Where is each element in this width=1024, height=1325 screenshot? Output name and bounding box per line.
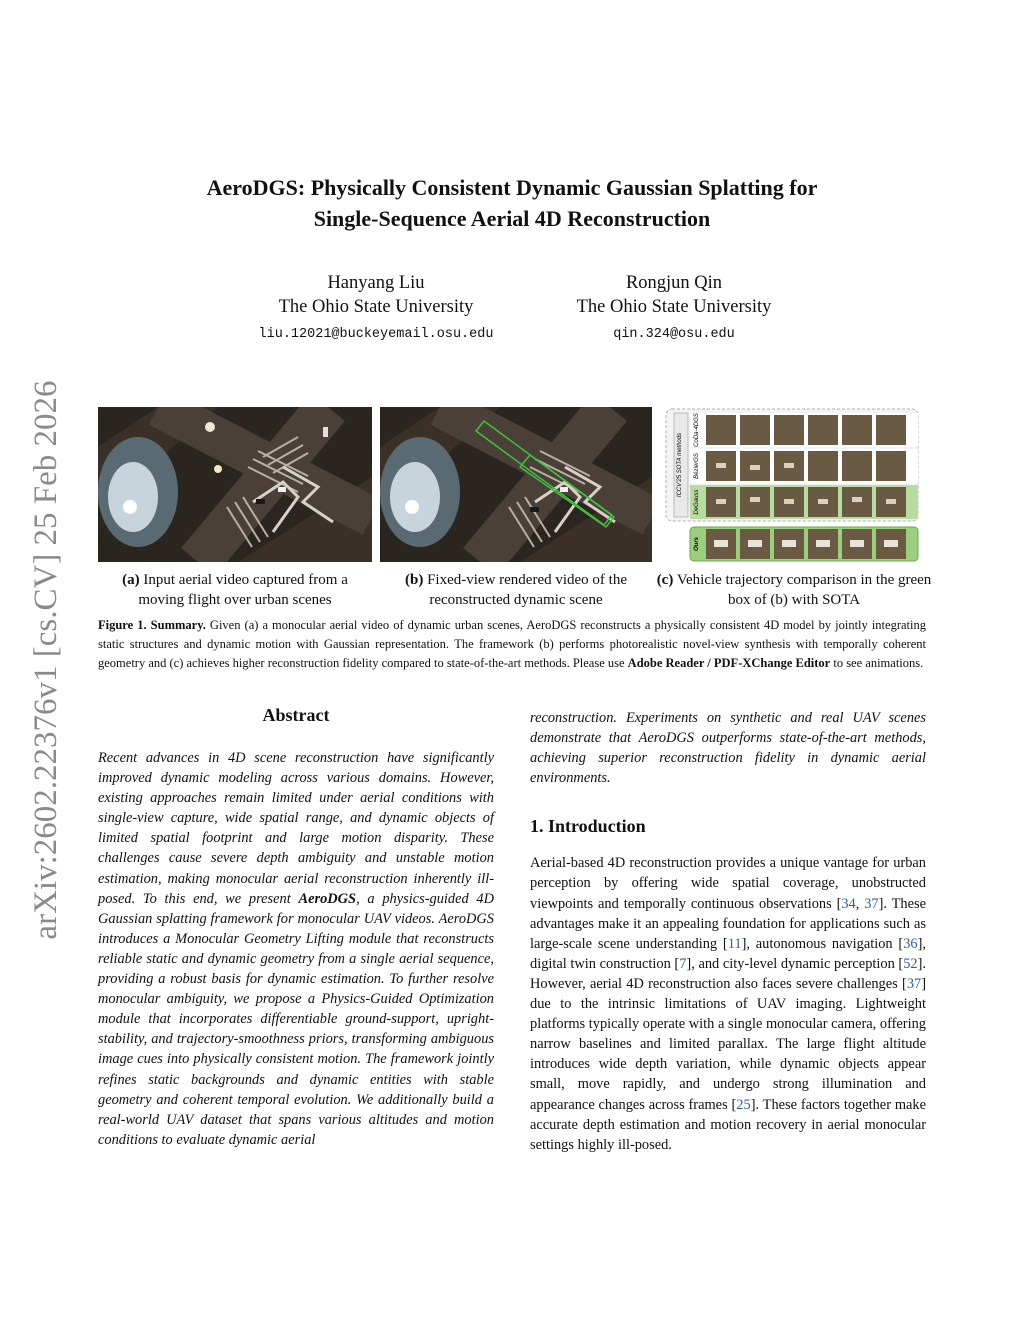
row-label: BézierGS [694,453,700,479]
figure-panel-b-image [380,407,652,562]
row-label-ours: Ours [694,536,700,552]
title-line-2: Single-Sequence Aerial 4D Reconstruction [313,206,711,231]
abstract-heading: Abstract [262,705,330,725]
figure-caption: Figure 1. Summary. Given (a) a monocular aerial video of dynamic urban scenes, AeroDGS reconstructs a physically consistent 4D model by jointly integrating static structures and dynamic motion with Gaussian representation. The framework (b) performs photorealistic novel-view synthesis with temporally coherent geometry and (c) achieves higher reconstruction fidelity compared to state-of-the-art methods. Please use Adobe Reader / PDF-XChange Editor to see animations. [98,618,926,671]
author-block-1 [216,271,536,347]
figure-panel-c-image [664,407,922,562]
figure-panel-a-image [98,407,372,562]
abstract-body: Recent advances in 4D scene reconstruction have significantly improved dynamic modeling across various domains. However, existing approaches remain limited under aerial conditions with single-view capture, wide spatial range, and dynamic objects of limited spatial footprint and large motion disparity. These challenges cause severe depth ambiguity and unstable motion estimation, making monocular aerial reconstruction inherently ill-posed. To this end, we present AeroDGS, a physics-guided 4D Gaussian splatting framework for monocular UAV videos. AeroDGS introduces a Monocular Geometry Lifting module that reconstructs reliable static and dynamic geometry from a single aerial sequence, providing a robust basis for dynamic estimation. To further resolve monocular ambiguity, we propose a Physics-Guided Optimization module that incorporates differentiable ground-support, upright-stability, and trajectory-smoothness priors, transforming ambiguous image cues into physically consistent motion. The framework jointly refines static backgrounds and dynamic entities with stable geometry and coherent temporal evolution. We additionally build a real-world UAV dataset that spans various altitudes and motion conditions to evaluate dynamic aerial [98,750,494,1148]
author-name: Hanyang Liu [327,273,425,293]
subcaption-c: (c) Vehicle trajectory comparison in the green box of (b) with SOTA [656,572,932,608]
citation-link[interactable]: 7 [679,955,687,972]
right-column [530,708,926,1155]
abstract-continuation: reconstruction. Experiments on synthetic and real UAV scenes demonstrate that AeroDGS outperforms state-of-the-art methods, achieving superior reconstruction fidelity in dynamic aerial environments. [530,710,926,787]
citation-link[interactable]: 34 [841,895,856,912]
citation-link[interactable]: 37 [906,975,922,992]
citation-link[interactable]: 52 [903,955,918,972]
citation-link[interactable]: 37 [864,895,879,912]
author-affiliation: The Ohio State University [576,297,772,317]
author-block-2 [514,271,834,347]
citation-link[interactable]: 11 [727,935,742,952]
row-label: CoDa-4DGS [694,413,700,447]
title-line-1: AeroDGS: Physically Consistent Dynamic Gaussian Splatting for [206,175,818,200]
author-affiliation: The Ohio State University [278,297,474,317]
side-group-label: ICCV'25 SOTA methods [677,432,683,498]
author-name: Rongjun Qin [625,273,723,293]
caption-label: Figure 1. Summary. [98,618,206,632]
left-column [98,705,494,1150]
subcaption-a: (a) Input aerial video captured from a moving flight over urban scenes [122,572,348,608]
subcaption-b: (b) Fixed-view rendered video of the reconstructed dynamic scene [404,572,628,608]
arxiv-identifier: arXiv:2602.22376v1 [cs.CV] 25 Feb 2026 [28,380,64,940]
paper-title [100,172,924,234]
introduction-paragraph: Aerial-based 4D reconstruction provides a unique vantage for urban perception by offering wide spatial coverage, unobstructed viewpoints and temporally continuous observations [34, 37]. These advantages make it an appealing foundation for applications such as large-scale scene understanding [11], autonomous navigation [36], digital twin construction [7], and city-level dynamic perception [52]. However, aerial 4D reconstruction also faces severe challenges [37] due to the intrinsic limitations of UAV imaging. Lightweight platforms typically operate with a single monocular camera, offering narrow baselines and limited parallax. The large flight altitude introduces wide depth variation, while dynamic objects appear small, move rapidly, and undergo strong illumination and appearance changes across frames [25]. These factors together make accurate depth estimation and motion recovery in aerial monocular settings highly ill-posed. [530,855,926,1153]
author-email: qin.324@osu.edu [613,327,735,342]
citation-link[interactable]: 36 [903,935,918,952]
author-email: liu.12021@buckeyemail.osu.edu [258,327,494,342]
citation-link[interactable]: 25 [736,1096,751,1113]
section-heading-introduction: 1. Introduction [530,816,646,837]
row-label: DeGauss [694,489,700,515]
